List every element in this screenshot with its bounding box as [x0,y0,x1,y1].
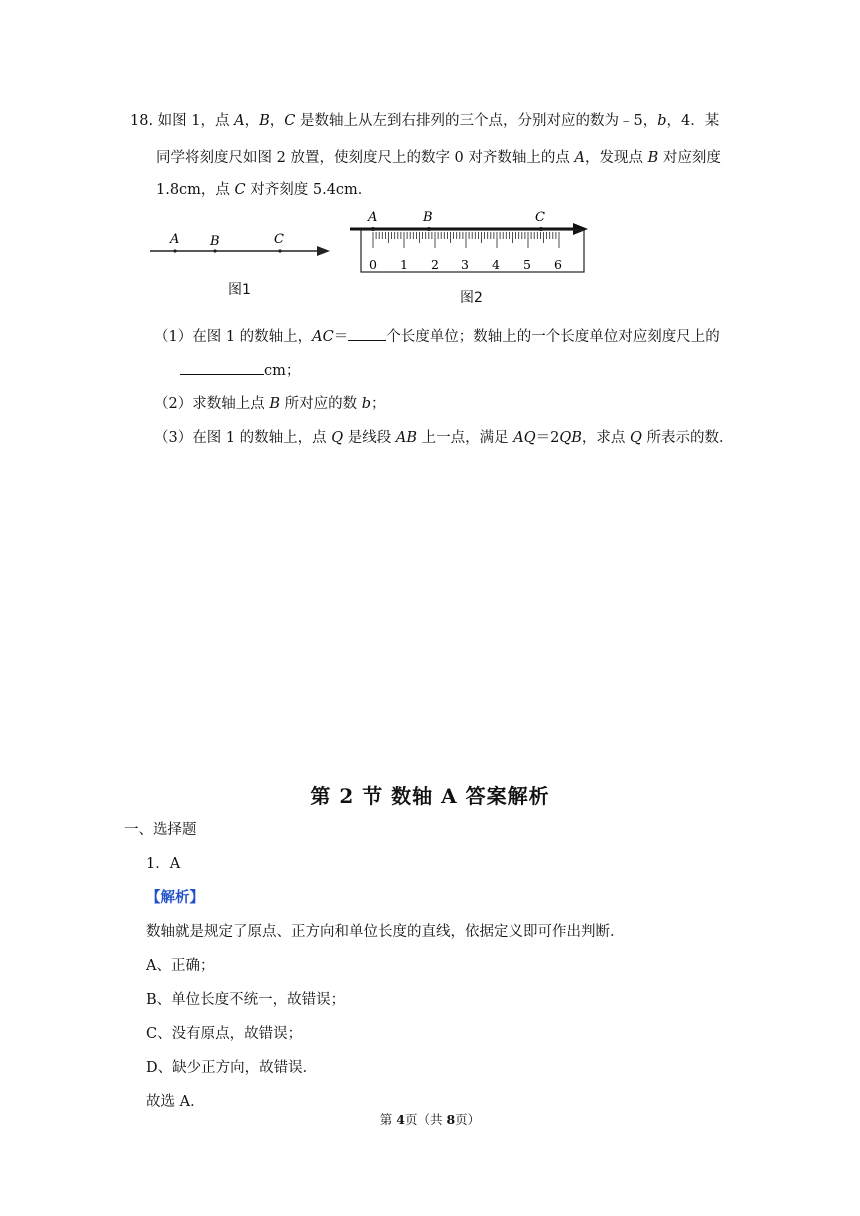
ruler-label-0: 0 [369,257,377,272]
arrow-head-icon [573,223,588,235]
point-a: A [234,113,245,129]
stem-text: 同学将刻度尺如图 2 放置，使刻度尺上的数字 0 对齐数轴上的点 [156,150,575,166]
segment-ac: AC [312,329,334,345]
analysis-line: A、正确； [146,958,215,974]
stem-text: 1.8cm，点 [156,182,235,198]
part-text: cm； [264,363,301,379]
point-b: B [259,113,270,129]
page-total: 8 [446,1112,456,1127]
label-a: A [170,232,180,247]
stem-text: 如图 1，点 [157,113,235,129]
question-line-1 [130,111,719,131]
part-2 [154,394,386,414]
ruler-ticks [373,232,559,248]
dot-b [213,249,216,252]
label-b: B [210,234,220,249]
stem-text: 对齐刻度 5.4cm． [245,182,373,198]
question-number: 18. [130,113,154,129]
part-text: ； [371,396,386,412]
segment-qb: QB [559,430,582,446]
point-c: C [284,113,296,129]
ruler-label-4: 4 [492,257,500,272]
answer-blank [180,360,264,375]
comma: ， [269,113,285,129]
var-b: b [361,396,372,412]
point-q: Q [331,430,344,446]
label-c: C [535,210,545,225]
stem-text: ，4．某 [666,113,720,129]
page-footer [0,1110,860,1128]
analysis-line: 数轴就是规定了原点、正方向和单位长度的直线，依据定义即可作出判断． [146,924,625,940]
dot-a [173,249,176,252]
answer-blank [348,326,386,341]
label-c: C [274,232,284,247]
comma: ， [244,113,260,129]
footer-text: 页（共 [404,1112,447,1127]
ruler-label-1: 1 [400,257,408,272]
segment-ab: AB [395,430,418,446]
label-b: B [423,210,433,225]
part-text: （1）在图 1 的数轴上， [154,329,313,345]
part-text: 是线段 [343,430,396,446]
section-heading: 一、选择题 [124,822,197,838]
ruler-label-6: 6 [554,257,562,272]
part-3 [154,428,734,448]
label-a: A [368,210,378,225]
question-line-3 [156,180,372,200]
footer-text: 第 [379,1112,397,1127]
analysis-line: B、单位长度不统一，故错误； [146,992,346,1008]
analysis-line: C、没有原点，故错误； [146,1026,303,1042]
part-text: 所对应的数 [280,396,362,412]
figure-1-number-line [145,225,345,285]
part-text: 上一点，满足 [417,430,514,446]
ruler-label-3: 3 [461,257,469,272]
question-line-2 [156,148,721,168]
part-text: ＝2 [535,430,560,446]
ruler-label-5: 5 [523,257,531,272]
dot-c [278,249,281,252]
point-q: Q [630,430,642,446]
answer-item-1: 1．A [146,856,181,872]
part-text: 所表示的数． [641,430,734,446]
part-text: （3）在图 1 的数轴上，点 [154,430,332,446]
figure-1-caption: 图1 [228,282,251,298]
section-title: 第 2 节 数轴 A 答案解析 [310,784,550,808]
ruler-label-2: 2 [431,257,439,272]
analysis-line: 故选 A． [146,1094,205,1110]
segment-aq: AQ [513,430,536,446]
point-a: A [574,150,585,166]
page-number: 4 [396,1112,405,1127]
arrow-head-icon [317,246,330,256]
part-text: ，求点 [581,430,630,446]
part-1-line-1 [154,326,720,347]
stem-text: ，发现点 [584,150,648,166]
part-1-line-2 [180,360,300,381]
analysis-line: D、缺少正方向，故错误． [146,1060,318,1076]
part-text: 个长度单位；数轴上的一个长度单位对应刻度尺上的 [386,329,720,345]
part-text: （2）求数轴上点 [154,396,270,412]
stem-text: 对应刻度 [658,150,721,166]
stem-text: 是数轴上从左到右排列的三个点，分别对应的数为﹣5， [295,113,658,129]
point-c: C [234,182,246,198]
figure-2-ruler [345,205,595,280]
part-text: ＝ [333,329,349,345]
figure-2-caption: 图2 [460,290,483,306]
point-b: B [269,396,280,412]
var-b: b [657,113,667,129]
analysis-label: 【解析】 [146,889,204,906]
footer-text: 页） [455,1112,481,1127]
point-b: B [647,150,659,166]
